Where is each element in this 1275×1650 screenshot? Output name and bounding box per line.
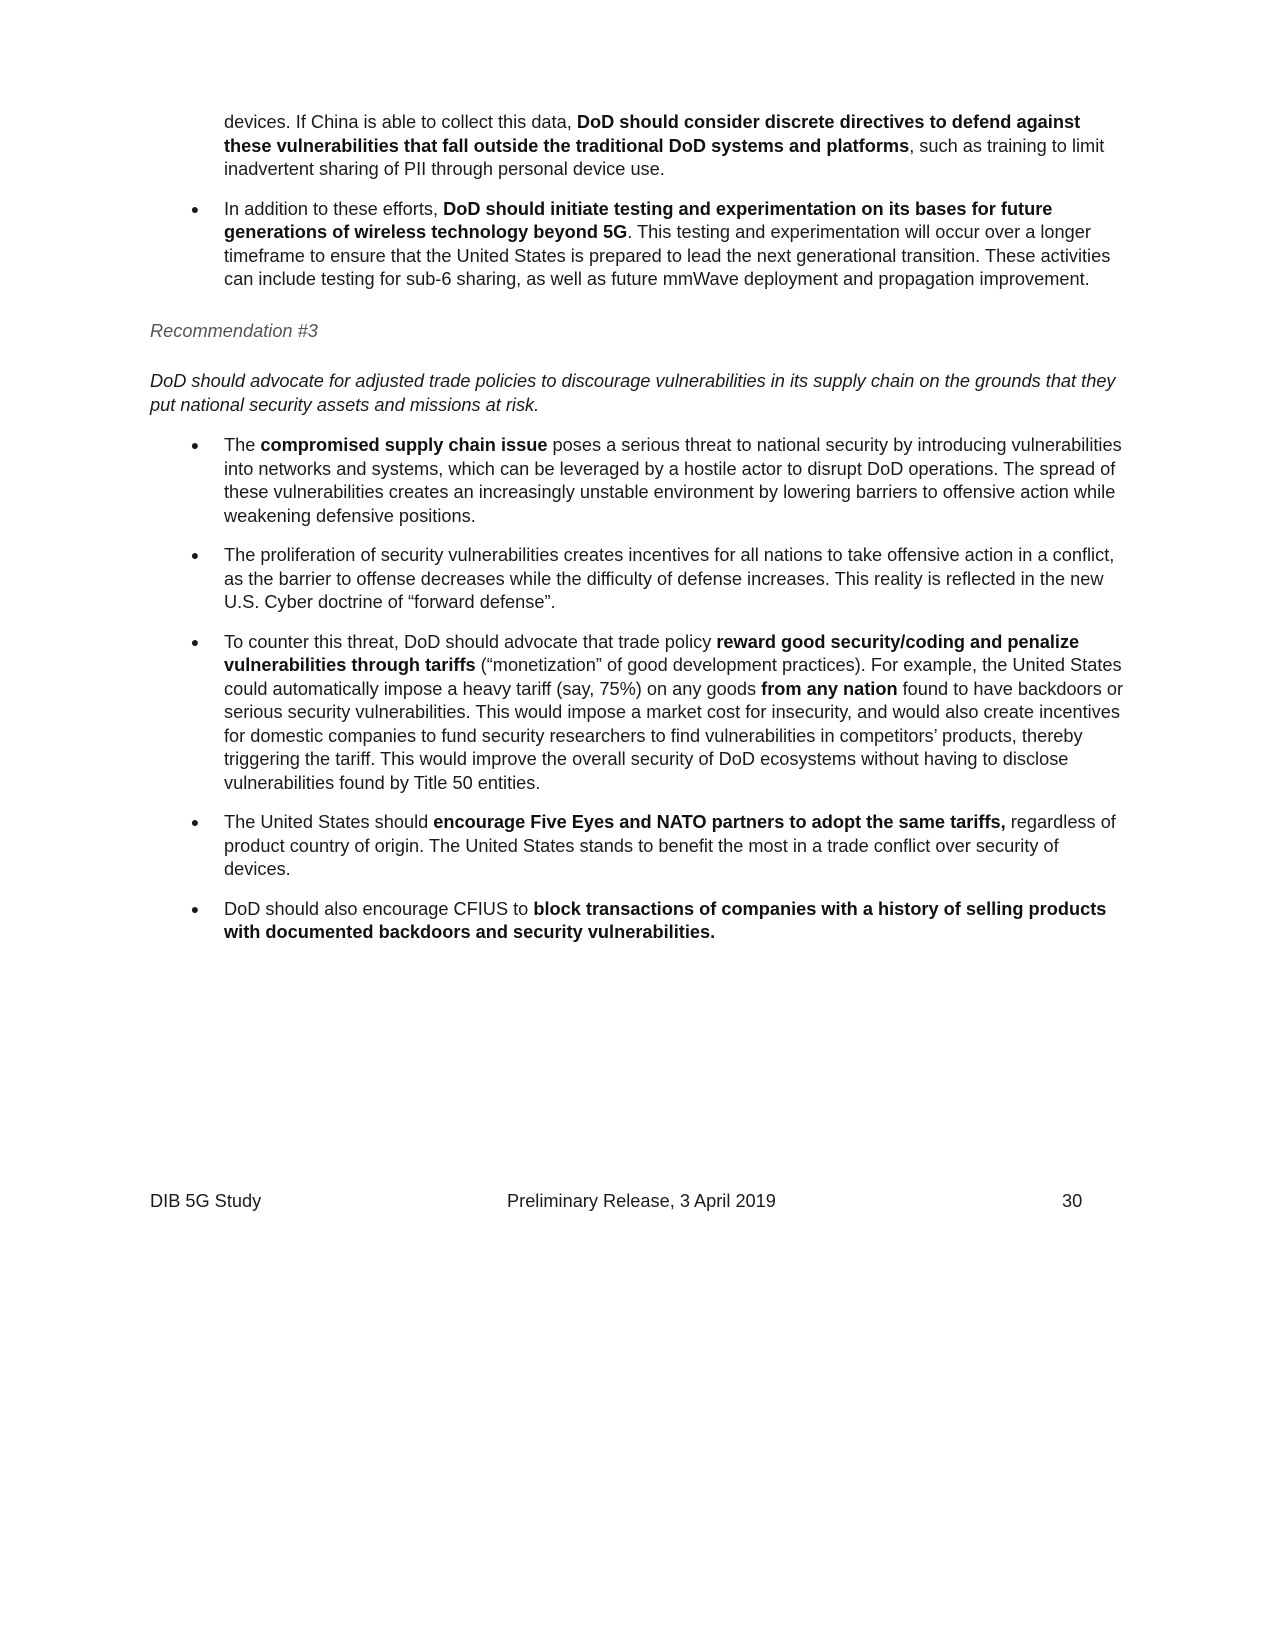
bullet-icon: ● xyxy=(190,200,200,217)
bullet-text xyxy=(224,811,1125,882)
body-text: The xyxy=(224,435,261,455)
emphasized-text: encourage Five Eyes and NATO partners to adopt the same tariffs, xyxy=(433,812,1006,832)
body-text: The United States should xyxy=(224,812,434,832)
body-text: The proliferation of security vulnerabilities creates incentives for all nations to take offensive action in a conflict, as the barrier to offense decreases while the difficulty of defense increases. This reality is reflected in the new U.S. Cyber doctrine of “forward defense”. xyxy=(224,545,1115,612)
bullet-item xyxy=(150,544,1125,615)
recommendation-statement: DoD should advocate for adjusted trade policies to discourage vulnerabilities in its supply chain on the grounds that they put national security assets and missions at risk. xyxy=(150,371,1116,415)
bullet-text xyxy=(224,898,1125,945)
body-text: poses a serious threat to national security by introducing vulnerabilities into networks and systems, which can be leveraged by a hostile actor to disrupt DoD operations. The spread of these vulnerabilities creates an increasingly unstable environment by lowering barriers to offensive action while weakening defensive positions. xyxy=(224,435,1122,526)
bullet-item xyxy=(150,198,1125,292)
bullet-text xyxy=(224,544,1125,615)
bullet-list-recommendation xyxy=(150,434,1125,945)
footer-page-number: 30 xyxy=(1062,1191,1083,1211)
bullet-text xyxy=(224,631,1125,796)
emphasized-text: reward good security/coding and penalize vulnerabilities through tariffs xyxy=(224,631,1080,675)
body-text: DoD should also encourage CFIUS to xyxy=(224,898,534,919)
bullet-list-top xyxy=(150,198,1125,292)
body-text: (“monetization” of good development practices). For example, the United States could automatically impose a heavy tariff (say, 75%) on any goods xyxy=(224,655,1122,699)
bullet-icon: ● xyxy=(190,814,200,830)
bullet-icon: ● xyxy=(190,437,200,453)
bullet-text xyxy=(224,434,1125,528)
bullet-item xyxy=(150,898,1125,945)
emphasized-text: DoD should consider discrete directives to defend against these vulnerabilities that fall outside the traditional DoD systems and platforms xyxy=(224,112,1081,156)
bullet-item xyxy=(150,811,1125,882)
bullet-icon: ● xyxy=(190,547,200,563)
emphasized-text: DoD should initiate testing and experimentation on its bases for future generations of wireless technology beyond 5G xyxy=(224,198,1053,242)
bullet-item xyxy=(150,434,1125,528)
bullet-text xyxy=(224,198,1125,292)
body-text: , such as training to limit inadvertent sharing of PII through personal device use. xyxy=(224,135,1105,179)
body-text: found to have backdoors or serious security vulnerabilities. This would impose a market cost for insecurity, and would also create incentives for domestic companies to fund security researchers to find vulnerabilities in competitors’ products, thereby triggering the tariff. This would improve the overall security of DoD ecosystems without having to disclose vulnerabilities found by Title 50 entities. xyxy=(224,678,1124,793)
body-text: . This testing and experimentation will occur over a longer timeframe to ensure that the United States is prepared to lead the next generational transition. These activities can include testing for sub-6 sharing, as well as future mmWave deployment and propagation improvement. xyxy=(224,222,1111,289)
footer-document-title: DIB 5G Study xyxy=(150,1191,262,1211)
emphasized-text: compromised supply chain issue xyxy=(260,435,548,455)
bullet-icon: ● xyxy=(190,900,200,917)
bullet-icon: ● xyxy=(190,633,200,650)
body-text: In addition to these efforts, xyxy=(224,198,444,219)
footer-release-date: Preliminary Release, 3 April 2019 xyxy=(507,1191,776,1211)
emphasized-text: block transactions of companies with a history of selling products with documented backdoors and security vulnerabilities. xyxy=(224,898,1107,942)
page-content xyxy=(150,111,1125,961)
body-text: regardless of product country of origin. The United States stands to benefit the most in a trade conflict over security of devices. xyxy=(224,812,1116,879)
emphasized-text: from any nation xyxy=(761,678,898,699)
recommendation-heading: Recommendation #3 xyxy=(150,320,318,341)
body-text: devices. If China is able to collect this data, xyxy=(224,112,577,132)
continuation-paragraph xyxy=(224,111,1125,182)
body-text: To counter this threat, DoD should advocate that trade policy xyxy=(224,631,717,652)
bullet-item xyxy=(150,631,1125,796)
